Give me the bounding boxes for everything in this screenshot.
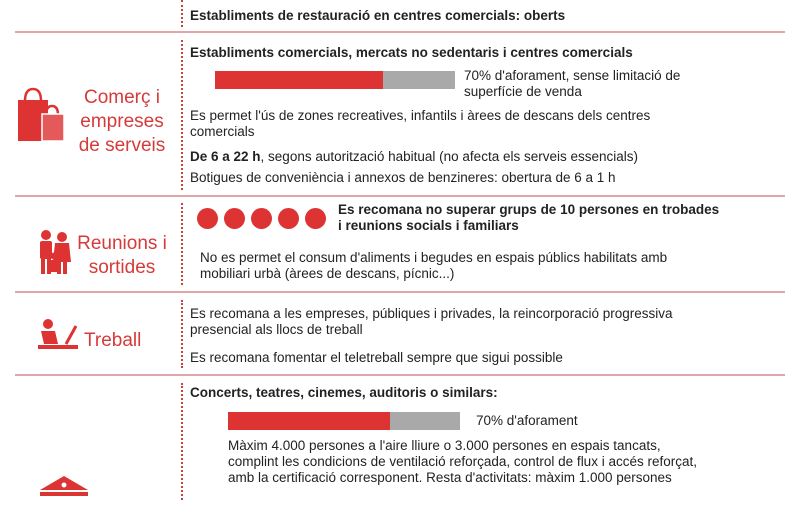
commerce-capacity-text (464, 68, 680, 100)
column-divider-commerce (181, 40, 183, 190)
commerce-hours-rest: , segons autorització habitual (no afecta els serveis essencials) (260, 149, 638, 164)
column-divider-work (181, 300, 183, 368)
work-telework-text (190, 350, 563, 366)
culture-capacity-text (476, 413, 578, 429)
column-divider-culture (181, 383, 183, 500)
person-dot (305, 208, 326, 229)
culture-max-text (228, 438, 697, 486)
group-limit-dots (197, 208, 337, 230)
capacity-bar-rest (383, 71, 455, 89)
capacity-bar-fill (228, 412, 390, 430)
person-dot (251, 208, 272, 229)
meetings-group-line1: Es recomana no superar grups de 10 persones en trobades (338, 202, 720, 217)
work-return-line2: presencial als llocs de treball (190, 322, 363, 337)
capacity-bar-fill (215, 71, 383, 89)
column-divider-top (181, 0, 183, 27)
commerce-capacity-bar (215, 71, 455, 89)
category-commerce-line1: Comerç i (83, 87, 160, 108)
person-dot (278, 208, 299, 229)
culture-heading (190, 385, 498, 401)
section-divider (15, 195, 785, 197)
commerce-hours (190, 149, 638, 165)
culture-capacity-value: 70% d'aforament (476, 413, 578, 428)
category-commerce (72, 86, 172, 158)
category-meetings-line2: sortides (88, 257, 156, 278)
family-icon (36, 228, 72, 278)
commerce-zones-line2: comercials (190, 124, 255, 139)
work-return-line1: Es recomana a les empreses, públiques i privades, la reincorporació progressiva (190, 306, 673, 321)
restaurant-note-text: Establiments de restauració en centres comercials: oberts (190, 8, 566, 23)
commerce-capacity-line2: superfície de venda (464, 84, 582, 99)
commerce-hours-bold: De 6 a 22 h (190, 149, 261, 164)
work-return-text (190, 306, 673, 338)
category-commerce-line3: de serveis (78, 135, 166, 156)
column-divider-meetings (181, 203, 183, 285)
meetings-food-text (200, 250, 667, 282)
commerce-capacity-line1: 70% d'aforament, sense limitació de (464, 68, 681, 83)
person-dot (224, 208, 245, 229)
capacity-bar-rest (390, 412, 460, 430)
theater-building-icon (36, 474, 92, 500)
meetings-group-line2: i reunions socials i familiars (338, 218, 519, 233)
culture-max-line1: Màxim 4.000 persones a l'aire lliure o 3.000 persones en espais tancats, (228, 438, 661, 453)
shopping-bags-icon (12, 85, 68, 145)
culture-max-line3: amb la certificació corresponent. Resta d'activitats: màxim 1.000 persones (228, 470, 672, 485)
restaurant-note (190, 8, 565, 24)
culture-capacity-bar (228, 412, 460, 430)
laptop-worker-icon (36, 318, 82, 354)
person-dot (197, 208, 218, 229)
commerce-heading (190, 45, 633, 61)
category-meetings (72, 232, 172, 280)
culture-heading-text: Concerts, teatres, cinemes, auditoris o similars: (190, 385, 498, 400)
category-meetings-line1: Reunions i (77, 233, 167, 254)
meetings-food-line1: No es permet el consum d'aliments i begudes en espais públics habilitats amb (200, 250, 668, 265)
section-divider (15, 291, 785, 293)
category-work (84, 329, 164, 353)
category-work-text: Treball (84, 330, 142, 351)
meetings-food-line2: mobiliari urbà (àrees de descans, pícnic...) (200, 266, 455, 281)
commerce-zones (190, 108, 650, 140)
commerce-shops (190, 170, 616, 186)
category-commerce-line2: empreses (80, 111, 164, 132)
commerce-heading-text: Establiments comercials, mercats no sedentaris i centres comercials (190, 45, 633, 60)
meetings-group-text (338, 202, 719, 234)
work-telework-value: Es recomana fomentar el teletreball sempre que sigui possible (190, 350, 563, 365)
section-divider (15, 374, 785, 376)
commerce-shops-text: Botigues de conveniència i annexos de benzineres: obertura de 6 a 1 h (190, 170, 616, 185)
commerce-zones-line1: Es permet l'ús de zones recreatives, infantils i àrees de descans dels centres (190, 108, 651, 123)
culture-max-line2: complint les condicions de ventilació reforçada, control de flux i accés reforçat, (228, 454, 697, 469)
section-divider (15, 31, 785, 33)
